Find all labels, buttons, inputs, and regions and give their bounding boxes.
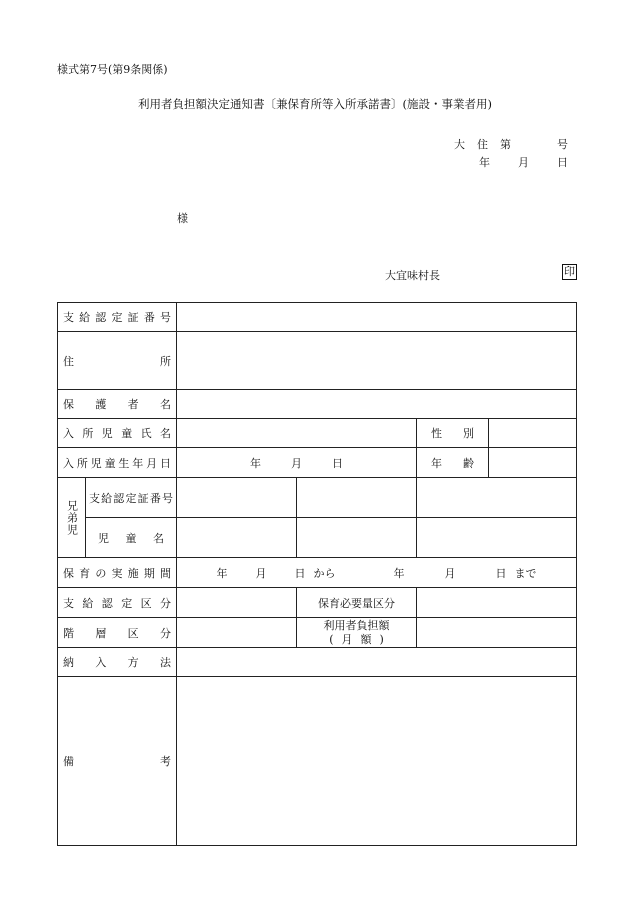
addressee-suffix: 様	[177, 212, 188, 225]
sibling-name-cell-1	[177, 518, 297, 558]
period-label: 保育の実施期間	[58, 558, 177, 588]
period-value: 年 月 日 から 年 月 日 まで	[177, 558, 577, 588]
tier-category-value	[177, 618, 297, 648]
remarks-value	[177, 677, 577, 846]
guardian-label: 保護者名	[58, 390, 177, 419]
form-number: 様式第7号(第9条関係)	[57, 63, 168, 76]
docno-prefix-1: 大	[454, 138, 465, 151]
user-fee-value	[417, 618, 577, 648]
cert-category-label: 支給認定区分	[58, 588, 177, 618]
document-number	[454, 136, 568, 152]
age-label: 年齢	[417, 448, 489, 478]
sibling-cert-cell-2	[297, 478, 417, 518]
date-day: 日	[557, 156, 568, 169]
docno-go: 号	[557, 138, 568, 151]
payment-method-value	[177, 648, 577, 677]
tier-category-label: 階層区分	[58, 618, 177, 648]
age-value	[489, 448, 577, 478]
sex-value	[489, 419, 577, 448]
issuer-name: 大宜味村長	[385, 269, 440, 282]
sibling-label: 兄弟児	[58, 478, 86, 558]
address-value	[177, 332, 577, 390]
care-need-label: 保育必要量区分	[297, 588, 417, 618]
cert-category-value	[177, 588, 297, 618]
address-label: 住 所	[58, 332, 177, 390]
child-birth-value: 年 月 日	[177, 448, 417, 478]
docno-prefix-2: 住	[477, 138, 488, 151]
sibling-name-cell-2	[297, 518, 417, 558]
seal-mark: 印	[564, 265, 575, 278]
notice-form-table	[57, 302, 577, 846]
cert-number-value	[177, 303, 577, 332]
sibling-name-cell-3	[417, 518, 577, 558]
guardian-value	[177, 390, 577, 419]
sibling-name-label: 児童名	[86, 518, 177, 558]
docno-dai: 第	[500, 138, 511, 151]
date-month: 月	[518, 156, 529, 169]
sibling-cert-cell-1	[177, 478, 297, 518]
payment-method-label: 納入方法	[58, 648, 177, 677]
sibling-cert-cell-3	[417, 478, 577, 518]
child-birth-label: 入所児童生年月日	[58, 448, 177, 478]
child-name-label: 入所児童氏名	[58, 419, 177, 448]
remarks-label: 備 考	[58, 677, 177, 846]
cert-number-label: 支給認定証番号	[58, 303, 177, 332]
care-need-value	[417, 588, 577, 618]
date-year: 年	[479, 156, 490, 169]
sex-label: 性別	[417, 419, 489, 448]
issue-date	[479, 154, 568, 170]
user-fee-label: 利用者負担額 (月額)	[297, 618, 417, 648]
sibling-cert-number-label: 支給認定証番号	[86, 478, 177, 518]
child-name-value	[177, 419, 417, 448]
document-title: 利用者負担額決定通知書〔兼保育所等入所承諾書〕(施設・事業者用)	[138, 97, 492, 111]
